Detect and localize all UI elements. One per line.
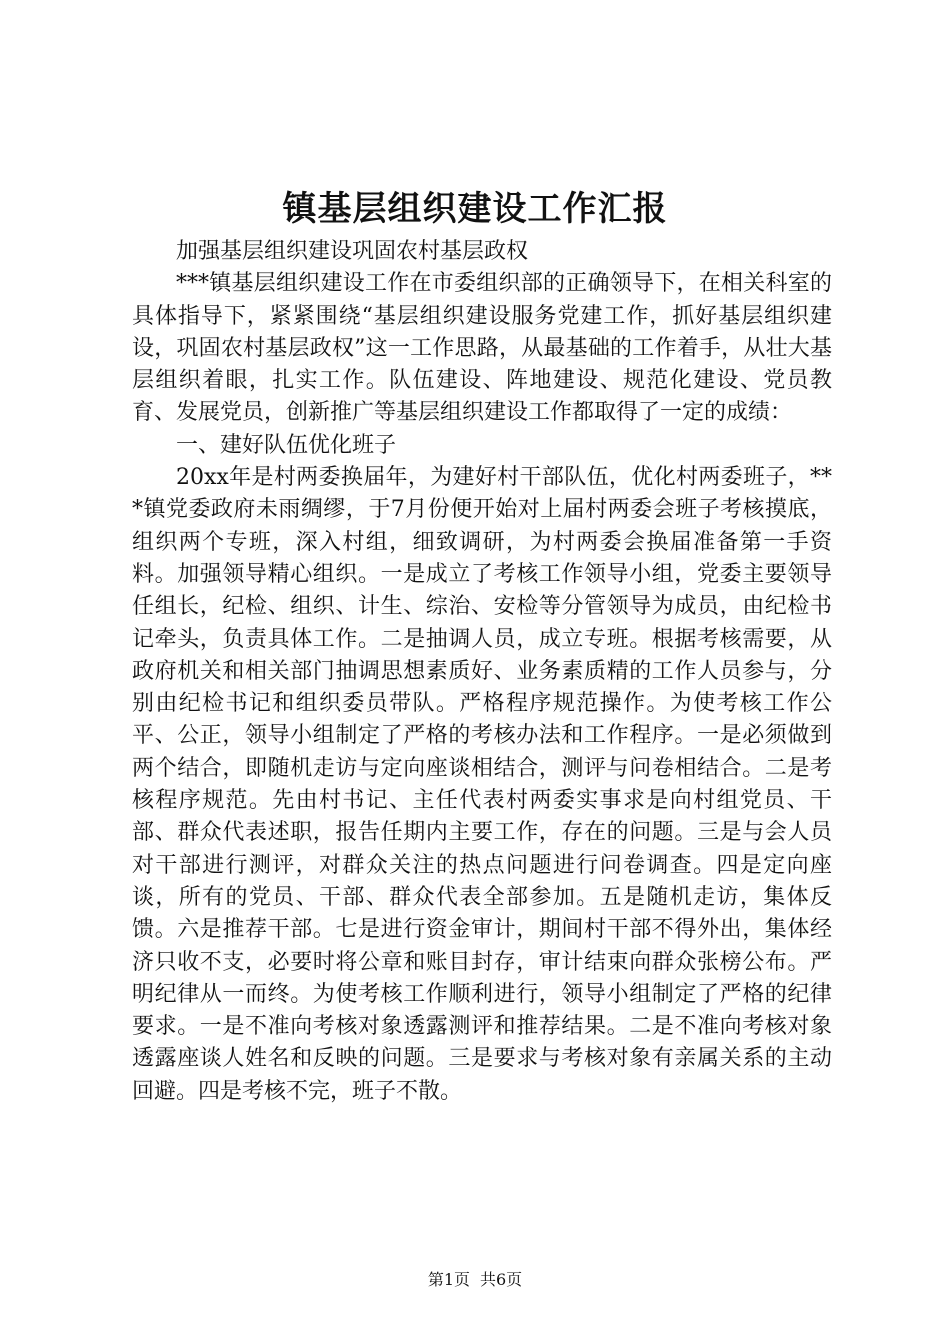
subtitle-paragraph: 加强基层组织建设巩固农村基层政权: [176, 239, 529, 264]
section-heading: 一、建好队伍优化班子: [176, 432, 397, 458]
page-number: 第1页: [427, 1270, 470, 1289]
page-footer: [0, 1268, 950, 1292]
document-title: 镇基层组织建设工作汇报: [282, 189, 668, 229]
document-body: [132, 236, 832, 1108]
intro-paragraph: ***镇基层组织建设工作在市委组织部的正确领导下，在相关科室的具体指导下，紧紧围绕“基层组织建设服务党建工作，抓好基层组织建设，巩固农村基层政权”这一工作思路，从最基础的工作着手，从壮大基层组织着眼，扎实工作。队伍建设、阵地建设、规范化建设、党员教育、发展党员，创新推广等基层组织建设工作都取得了一定的成绩：: [132, 271, 832, 426]
page-total: 共6页: [480, 1270, 523, 1289]
section-paragraph: 20xx年是村两委换届年，为建好村干部队伍，优化村两委班子，***镇党委政府未雨绸缪，于7月份便开始对上届村两委会班子考核摸底，组织两个专班，深入村组，细致调研，为村两委会换届准备第一手资料。加强领导精心组织。一是成立了考核工作领导小组，党委主要领导任组长，纪检、组织、计生、综治、安检等分管领导为成员，由纪检书记牵头，负责具体工作。二是抽调人员，成立专班。根据考核需要，从政府机关和相关部门抽调思想素质好、业务素质精的工作人员参与，分别由纪检书记和组织委员带队。严格程序规范操作。为使考核工作公平、公正，领导小组制定了严格的考核办法和工作程序。一是必须做到两个结合，即随机走访与定向座谈相结合，测评与问卷相结合。二是考核程序规范。先由村书记、主任代表村两委实事求是向村组党员、干部、群众代表述职，报告任期内主要工作，存在的问题。三是与会人员对干部进行测评，对群众关注的热点问题进行问卷调查。四是定向座谈，所有的党员、干部、群众代表全部参加。五是随机走访，集体反馈。六是推荐干部。七是进行资金审计，期间村干部不得外出，集体经济只收不支，必要时将公章和账目封存，审计结束向群众张榜公布。严明纪律从一而终。为使考核工作顺利进行，领导小组制定了严格的纪律要求。一是不准向考核对象透露测评和推荐结果。二是不准向考核对象透露座谈人姓名和反映的问题。三是要求与考核对象有亲属关系的主动回避。四是考核不完，班子不散。: [132, 465, 832, 1104]
